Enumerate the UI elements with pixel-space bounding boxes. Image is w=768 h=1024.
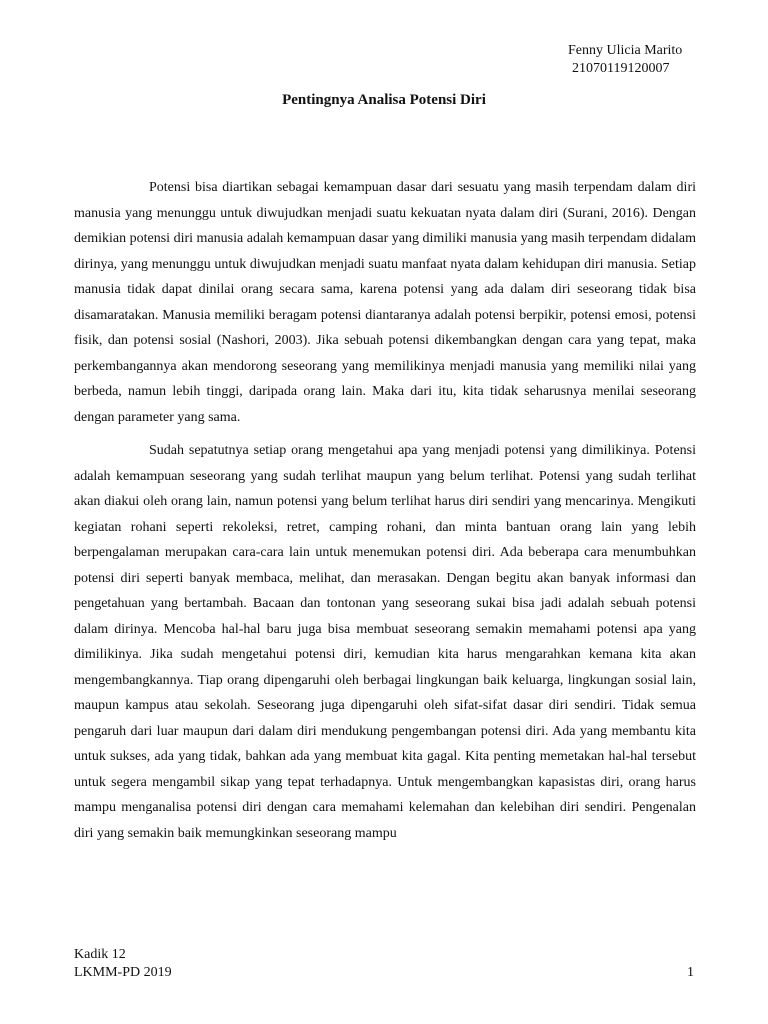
footer-event: LKMM-PD 2019 <box>74 965 172 980</box>
author-name: Fenny Ulicia Marito <box>568 43 683 58</box>
page-number: 1 <box>687 965 694 980</box>
paragraph-2: Sudah sepatutnya setiap orang mengetahui apa yang menjadi potensi yang dimilikinya. Potensi adalah kemampuan seseorang yang sudah terlihat maupun yang belum terlihat. Potensi yang sudah terlihat akan diakui oleh orang lain, namun potensi yang belum terlihat harus diri sendiri yang mencarinya. Mengikuti kegiatan rohani seperti rekoleksi, retret, camping rohani, dan minta bantuan orang lain yang lebih berpengalaman merupakan cara-cara lain untuk menemukan potensi diri. Ada beberapa cara menumbuhkan potensi diri seperti banyak membaca, melihat, dan merasakan. Dengan begitu akan banyak informasi dan pengetahuan yang bertambah. Bacaan dan tontonan yang seseorang sukai bisa jadi adalah sebuah potensi dalam dirinya. Mencoba hal-hal baru juga bisa membuat seseorang semakin memahami potensi apa yang dimilikinya. Jika sudah mengetahui potensi diri, kemudian kita harus mengarahkan kemana kita akan mengembangkannya. Tiap orang dipengaruhi oleh berbagai lingkungan baik keluarga, lingkungan sosial lain, maupun kampus atau sekolah. Seseorang juga dipengaruhi oleh sifat-sifat dasar diri sendiri. Tidak semua pengaruh dari luar maupun dari dalam diri mendukung pengembangan potensi diri. Ada yang membantu kita untuk sukses, ada yang tidak, bahkan ada yang membuat kita gagal. Kita penting memetakan hal-hal tersebut untuk segera mengambil sikap yang tepat terhadapnya. Untuk mengembangkan kapasistas diri, orang harus mampu menganalisa potensi diri dengan cara memahami kelemahan dan kelebihan diri sendiri. Pengenalan diri yang semakin baik memungkinkan seseorang mampu <box>74 443 696 841</box>
document-title: Pentingnya Analisa Potensi Diri <box>282 92 486 108</box>
author-block <box>568 42 682 78</box>
author-id: 21070119120007 <box>572 61 670 76</box>
footer-info <box>74 946 172 982</box>
footer-group: Kadik 12 <box>74 947 126 962</box>
document-body <box>74 175 696 846</box>
paragraph-1: Potensi bisa diartikan sebagai kemampuan dasar dari sesuatu yang masih terpendam dalam diri manusia yang menunggu untuk diwujudkan menjadi suatu kekuatan nyata dalam diri (Surani, 2016). Dengan demikian potensi diri manusia adalah kemampuan dasar yang dimiliki manusia yang masih terpendam didalam dirinya, yang menunggu untuk diwujudkan menjadi suatu manfaat nyata dalam kehidupan diri manusia. Setiap manusia tidak dapat dinilai orang secara sama, karena potensi yang ada dalam diri seseorang tidak bisa disamaratakan. Manusia memiliki beragam potensi diantaranya adalah potensi berpikir, potensi emosi, potensi fisik, dan potensi sosial (Nashori, 2003). Jika sebuah potensi dikembangkan dengan cara yang tepat, maka perkembangannya akan mendorong seseorang yang memilikinya menjadi manusia yang memiliki nilai yang berbeda, namun lebih tinggi, daripada orang lain. Maka dari itu, kita tidak seharusnya menilai seseorang dengan parameter yang sama. <box>74 180 696 425</box>
